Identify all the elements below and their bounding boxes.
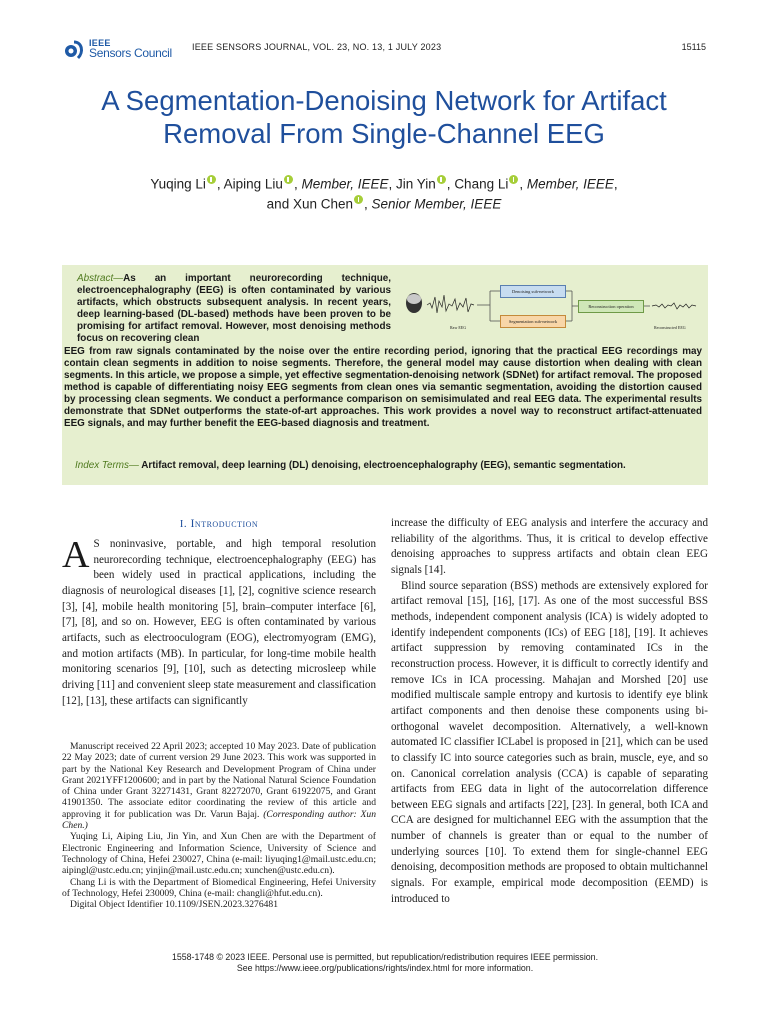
- footnote-manuscript: [62, 741, 376, 831]
- footnote-doi: Digital Object Identifier 10.1109/JSEN.2023.3276481: [70, 899, 279, 911]
- orcid-icon[interactable]: [207, 175, 216, 184]
- index-terms-text: Artifact removal, deep learning (DL) denoising, electroencephalography (EEG), semantic segmentation.: [138, 460, 626, 471]
- author-name: and Xun Chen: [266, 196, 353, 211]
- denoising-subnetwork-box: Denoising sub-network: [500, 285, 566, 298]
- author-name: Jin Yin: [396, 176, 436, 192]
- author-role: Senior Member, IEEE: [371, 196, 502, 211]
- abstract-heading: Abstract—: [77, 273, 124, 284]
- author-line-1: Yuqing Li , Aiping Liu , Member, IEEE, Jin Yin , Chang Li , Member, IEEE,: [150, 176, 618, 192]
- abstract-text: [64, 273, 702, 430]
- ieee-sensors-council-logo: [62, 38, 182, 64]
- footnote-manuscript-text: Manuscript received 22 April 2023; accepted 10 May 2023. Date of publication 22 May 2023; date of current version 29 June 2023. This work was supported in part by the National Key Research and Development Program of China under Grant 2021YFF1200600; and in part by the National Natural Science Foundation of China under Grant 32271431, Grant 82272070, Grant 61922075, and Grant 41901350. The associate editor coordinating the review of this article and approving it for publication was Dr. Varun Bajaj.: [62, 741, 376, 820]
- abstract-part1: As an important neurorecording technique, electroencephalography (EEG) is often contaminated by various artifacts, which obstructs subsequent analysis. In recent years, deep learning-based (DL-based) methods have been proven to be promising for artifact removal. However, most denoising methods focus on recovering clean: [77, 273, 391, 345]
- copyright-notice: [62, 952, 708, 974]
- orcid-icon[interactable]: [354, 195, 363, 204]
- section-title: Introduction: [190, 516, 259, 530]
- orcid-icon[interactable]: [509, 175, 518, 184]
- page-header: [62, 36, 708, 66]
- orcid-icon[interactable]: [284, 175, 293, 184]
- index-terms: [75, 460, 705, 471]
- abstract-box: [62, 265, 708, 485]
- right-paragraph-2: Blind source separation (BSS) methods are extensively explored for artifact removal [15], [16], [17]. As one of the most successful BSS methods, independent component analysis (ICA) is widely adopted to identify independent components (ICs) of EEG [18], [19]. It achieves artifact suppression by removing contaminated ICs in the reconstruction process. However, it is difficult to correctly identify and remove ICs in ICA processing. Mahajan and Morshed [20] use modified multiscale sample entropy and kurtosis to identify eye blink artifact components and then denoise these components using bi-orthogonal wavelet decomposition. Alternatively, a well-known automated IC classifier ICLabel is proposed in [21], which can be used to classify IC into source categories such as brain, muscle, eye, and so on. Canonical correlation analysis (CCA) is capable of separating artifacts from EEG data in light of the autocorrelation difference between EEG signals and artifacts [22], [23]. In general, both ICA and CCA are designed for multichannel EEG with the assumption that the number of channels is greater than or equal to the number of underlying sources [10]. To extend them for single-channel EEG denoising, decomposition methods are proposed to obtain multichannel signals. For example, empirical mode decomposition (EEMD) is introduced to: [391, 579, 708, 905]
- logo-ieee-text: IEEE: [89, 38, 111, 48]
- reconstruction-operation-box: Reconstruction operation: [578, 300, 644, 313]
- footnote-affiliation-1: Yuqing Li, Aiping Liu, Jin Yin, and Xun Chen are with the Department of Electronic Engineering and Information Science, University of Science and Technology of China, Hefei 230027, China (e-mail: liyuqing1@mail.ustc.edu.cn; aipingl@ustc.edu.cn; yinjin@mail.ustc.edu.cn; xunchen@ustc.edu.cn).: [62, 831, 376, 877]
- intro-paragraph: [62, 534, 376, 709]
- section-numeral: I.: [179, 518, 191, 530]
- logo-council-text: Sensors Council: [89, 46, 172, 60]
- author-role: Member, IEEE: [301, 176, 389, 192]
- author-role: Member, IEEE: [526, 176, 614, 192]
- right-column: [391, 516, 708, 907]
- journal-line: IEEE SENSORS JOURNAL, VOL. 23, NO. 13, 1 JULY 2023: [192, 42, 442, 52]
- left-column: [62, 516, 376, 709]
- sensors-council-icon: [62, 38, 86, 62]
- intro-text: S noninvasive, portable, and high temporal resolution neurorecording technique, electroencephalography (EEG) has been widely used in practical applications, including the diagnosis of neurological diseases [1], [2], cognitive science research [3], [4], mobile health monitoring [5], brain–computer interface [6], [7], [8], and so on. However, EEG is often contaminated by various artifacts, such as electrooculogram (EOG), electromyogram (EMG), and motion artifacts (MB). In particular, for long-time mobile health monitoring scenarios [9], [10], such as detecting microsleep while driving [11] and convenient sleep state measurement and classification [12], [13], these artifacts can significantly: [62, 538, 376, 707]
- segmentation-subnetwork-box: Segmentation sub-network: [500, 315, 566, 328]
- title-line-1: A Segmentation-Denoising Network for Artifact: [101, 85, 667, 116]
- orcid-icon[interactable]: [437, 175, 446, 184]
- index-terms-heading: Index Terms—: [75, 460, 139, 471]
- section-heading-introduction: [62, 516, 376, 531]
- title-line-2: Removal From Single-Channel EEG: [163, 118, 605, 149]
- footnote: [62, 741, 376, 910]
- corresponding-author: (Corresponding author: Xun Chen.): [62, 808, 376, 832]
- right-body: [391, 516, 708, 907]
- raw-eeg-label: Raw EEG: [450, 325, 467, 330]
- footnote-affiliation-2: Chang Li is with the Department of Biomedical Engineering, Hefei University of Technology, Hefei 230009, China (e-mail: changli@hfut.edu.cn).: [62, 876, 376, 899]
- author-list: [60, 174, 708, 213]
- drop-cap: A: [62, 534, 90, 576]
- abstract-first-part: [64, 273, 391, 346]
- author-name: Aiping Liu: [223, 176, 283, 192]
- copyright-line-2: See https://www.ieee.org/publications/rights/index.html for more information.: [236, 963, 534, 973]
- author-line-2: and Xun Chen , Senior Member, IEEE: [266, 196, 502, 211]
- reconstructed-eeg-label: Reconstructed EEG: [654, 325, 686, 330]
- abstract-part2: EEG from raw signals contaminated by the noise over the entire recording period, ignoring that the practical EEG recordings may contain clean segments in addition to noise segments. Therefore, the general model may cause distortion when dealing with clean segments. In this article, we propose a simple, yet effective segmentation-denoising network (SDNet) for artifact removal. The proposed method is capable of differentiating noisy EEG segments from clean ones via semantic segmentation, avoiding the distortion caused by processing clean segments. We conduct a performance comparison on semisimulated and real EEG data. The experimental results demonstrate that SDNet outperforms the state-of-art approaches. This work provides a novel way to reconstruct artifact-attenuated EEG signals, and may further benefit the EEG-based diagnosis and treatment.: [64, 345, 702, 430]
- right-paragraph-1: increase the difficulty of EEG analysis and interfere the accuracy and reliability of the algorithms. Thus, it is critical to develop effective denoising approaches to suppress artifacts and obtain clean EEG signals [14].: [391, 517, 708, 576]
- author-name: Yuqing Li: [150, 176, 206, 192]
- paper-title: [40, 84, 728, 150]
- author-name: Chang Li: [454, 176, 509, 192]
- page-number: 15115: [681, 42, 706, 52]
- copyright-line-1: 1558-1748 © 2023 IEEE. Personal use is permitted, but republication/redistribution requires IEEE permission.: [171, 952, 599, 962]
